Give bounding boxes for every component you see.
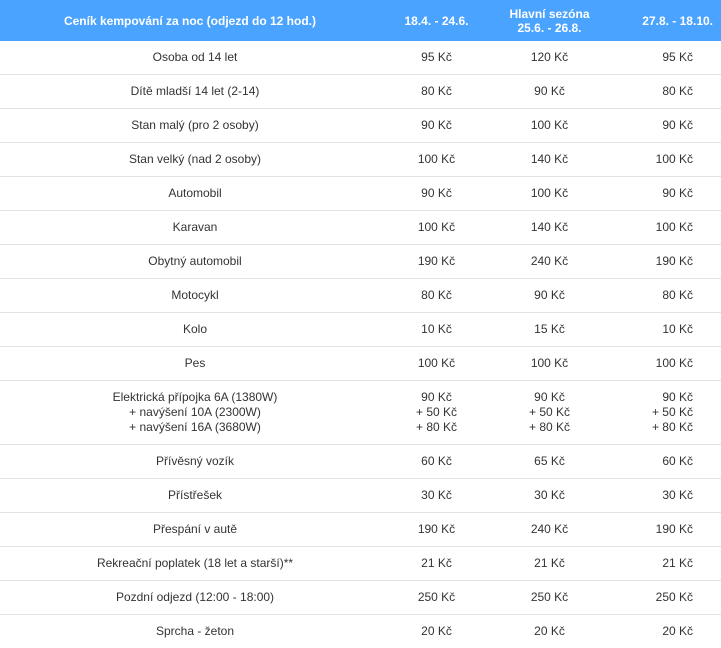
price-season-2: 250 Kč [493, 581, 606, 615]
price-season-3: 190 Kč [606, 245, 721, 279]
price-line: 90 Kč [493, 390, 606, 405]
row-label: Motocykl [0, 279, 380, 313]
price-line: + 80 Kč [380, 420, 493, 435]
price-season-2: 30 Kč [493, 479, 606, 513]
price-season-3: 95 Kč [606, 41, 721, 75]
table-row [0, 177, 721, 211]
row-label: Rekreační poplatek (18 let a starší)** [0, 547, 380, 581]
header-season-3: 27.8. - 18.10. [606, 0, 721, 41]
row-label: Pozdní odjezd (12:00 - 18:00) [0, 581, 380, 615]
table-row [0, 75, 721, 109]
price-season-3: 250 Kč [606, 581, 721, 615]
row-label: Kolo [0, 313, 380, 347]
price-season-1: 80 Kč [380, 75, 493, 109]
price-season-3: 20 Kč [606, 615, 721, 648]
price-line: + 80 Kč [606, 420, 693, 435]
table-row-electric [0, 381, 721, 445]
price-line: 90 Kč [606, 390, 693, 405]
price-season-1: 100 Kč [380, 143, 493, 177]
price-season-2: 65 Kč [493, 445, 606, 479]
price-season-1: 100 Kč [380, 211, 493, 245]
row-label: Automobil [0, 177, 380, 211]
price-season-3: 10 Kč [606, 313, 721, 347]
row-label: Obytný automobil [0, 245, 380, 279]
row-label-line: + navýšení 16A (3680W) [10, 420, 380, 435]
price-season-1: 95 Kč [380, 41, 493, 75]
price-season-1: 90 Kč [380, 109, 493, 143]
price-season-1: 60 Kč [380, 445, 493, 479]
price-season-1: 100 Kč [380, 347, 493, 381]
price-season-3: 90 Kč [606, 177, 721, 211]
price-season-1: 30 Kč [380, 479, 493, 513]
table-row [0, 109, 721, 143]
row-label: Pes [0, 347, 380, 381]
table-row [0, 479, 721, 513]
table-row [0, 547, 721, 581]
price-season-1: 90 Kč [380, 177, 493, 211]
price-season-1: 21 Kč [380, 547, 493, 581]
row-label: Přespání v autě [0, 513, 380, 547]
table-row [0, 615, 721, 648]
price-season-2: 100 Kč [493, 109, 606, 143]
price-line: + 50 Kč [606, 405, 693, 420]
table-row [0, 143, 721, 177]
price-season-2: 90 Kč [493, 75, 606, 109]
price-season-2: 21 Kč [493, 547, 606, 581]
price-season-2: 100 Kč [493, 177, 606, 211]
header-season-2-dates: 25.6. - 26.8. [493, 21, 606, 35]
row-label: Stan velký (nad 2 osoby) [0, 143, 380, 177]
price-line: 90 Kč [380, 390, 493, 405]
table-row [0, 445, 721, 479]
price-season-1: 20 Kč [380, 615, 493, 648]
header-season-2-name: Hlavní sezóna [493, 7, 606, 21]
price-season-3: 100 Kč [606, 211, 721, 245]
table-row [0, 513, 721, 547]
table-row [0, 313, 721, 347]
price-season-2: 100 Kč [493, 347, 606, 381]
price-season-2: 90 Kč [493, 279, 606, 313]
price-season-3: 80 Kč [606, 279, 721, 313]
table-row [0, 211, 721, 245]
price-season-3: 30 Kč [606, 479, 721, 513]
header-season-1: 18.4. - 24.6. [380, 0, 493, 41]
row-label: Přívěsný vozík [0, 445, 380, 479]
price-season-1: 190 Kč [380, 513, 493, 547]
price-season-1 [380, 381, 493, 445]
row-label: Stan malý (pro 2 osoby) [0, 109, 380, 143]
row-label: Karavan [0, 211, 380, 245]
table-row [0, 245, 721, 279]
row-label-line: Elektrická přípojka 6A (1380W) [10, 390, 380, 405]
price-season-2: 140 Kč [493, 143, 606, 177]
header-season-2 [493, 0, 606, 41]
price-season-3: 80 Kč [606, 75, 721, 109]
table-header-row [0, 0, 721, 41]
price-season-1: 190 Kč [380, 245, 493, 279]
row-label: Osoba od 14 let [0, 41, 380, 75]
price-season-2: 240 Kč [493, 513, 606, 547]
price-line: + 50 Kč [493, 405, 606, 420]
row-label: Přístřešek [0, 479, 380, 513]
price-season-3: 190 Kč [606, 513, 721, 547]
price-season-2: 20 Kč [493, 615, 606, 648]
row-label: Sprcha - žeton [0, 615, 380, 648]
price-season-2: 240 Kč [493, 245, 606, 279]
price-season-3: 90 Kč [606, 109, 721, 143]
table-row [0, 41, 721, 75]
price-season-3: 100 Kč [606, 143, 721, 177]
row-label-line: + navýšení 10A (2300W) [10, 405, 380, 420]
header-title: Ceník kempování za noc (odjezd do 12 hod.) [0, 0, 380, 41]
price-line: + 80 Kč [493, 420, 606, 435]
price-season-3: 21 Kč [606, 547, 721, 581]
price-season-3: 100 Kč [606, 347, 721, 381]
price-season-1: 10 Kč [380, 313, 493, 347]
table-row [0, 347, 721, 381]
row-label: Dítě mladší 14 let (2-14) [0, 75, 380, 109]
table-row [0, 581, 721, 615]
price-season-2: 15 Kč [493, 313, 606, 347]
price-season-2: 120 Kč [493, 41, 606, 75]
price-season-1: 80 Kč [380, 279, 493, 313]
price-season-3: 60 Kč [606, 445, 721, 479]
price-season-2 [493, 381, 606, 445]
row-label [0, 381, 380, 445]
price-line: + 50 Kč [380, 405, 493, 420]
price-season-3 [606, 381, 721, 445]
table-row [0, 279, 721, 313]
price-season-2: 140 Kč [493, 211, 606, 245]
price-season-1: 250 Kč [380, 581, 493, 615]
